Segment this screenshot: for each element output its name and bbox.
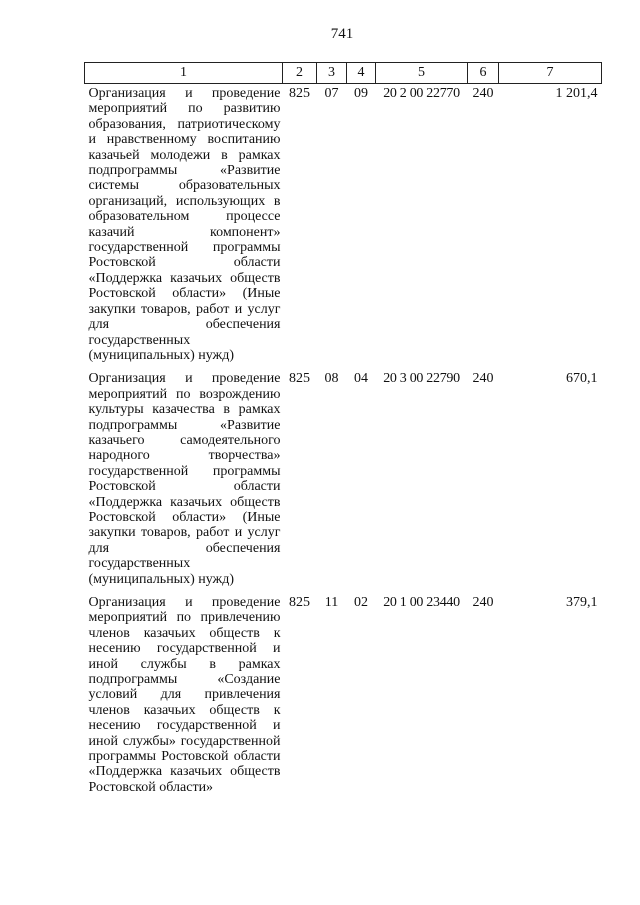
- table-row: [85, 369, 602, 593]
- section-code: 11: [324, 595, 339, 610]
- subsection-code: 04: [354, 371, 368, 387]
- header-cell-2: 2: [283, 63, 317, 84]
- row-description: Организация и проведение мероприятий по развитию образования, патриотическому и нравственному воспитанию казачьей молодежи в рамках подпрограммы «Развитие системы образовательных организаций, использующих в образовательном процессе казачий компонент» государственной программы Ростовской области «Поддержка казачьих обществ Ростовской области» (Иные закупки товаров, работ и услуг для обеспечения государственных (муниципальных) нужд): [88, 86, 281, 363]
- ministry-code: 825: [289, 595, 310, 610]
- target-article-code: 20 2 00 22770: [383, 86, 460, 101]
- header-cell-1: 1: [85, 63, 283, 84]
- target-article-code: 20 3 00 22790: [383, 371, 460, 387]
- header-cell-5: 5: [376, 63, 468, 84]
- ministry-code: 825: [289, 371, 310, 387]
- ministry-code: 825: [289, 86, 310, 101]
- expense-type-code: 240: [472, 86, 494, 101]
- table-row: [85, 593, 602, 801]
- subsection-code: 02: [354, 595, 368, 610]
- section-code: 08: [324, 371, 339, 387]
- header-cell-4: 4: [347, 63, 376, 84]
- table-header-row: [85, 63, 602, 84]
- table-row: [85, 84, 602, 370]
- amount-value: 1 201,4: [555, 86, 598, 101]
- header-cell-3: 3: [317, 63, 347, 84]
- expense-type-code: 240: [472, 371, 494, 387]
- section-code: 07: [324, 86, 339, 101]
- row-description: Организация и проведение мероприятий по возрождению культуры казачества в рамках подпрограммы «Развитие казачьего самодеятельного народного творчества» государственной программы Ростовской области «Поддержка казачьих обществ Ростовской области» (Иные закупки товаров, работ и услуг для обеспечения государственных (муниципальных) нужд): [88, 371, 281, 587]
- row-description: Организация и проведение мероприятий по привлечению членов казачьих обществ к несению государственной и иной службы в рамках подпрограммы «Создание условий для привлечения членов казачьих обществ к несению государственной и иной службы» государственной программы Ростовской области «Поддержка казачьих обществ Ростовской области»: [88, 595, 281, 795]
- amount-value: 379,1: [566, 595, 598, 610]
- header-cell-6: 6: [468, 63, 499, 84]
- budget-table: [84, 62, 602, 801]
- subsection-code: 09: [354, 86, 368, 101]
- page-number: 741: [330, 26, 354, 42]
- expense-type-code: 240: [472, 595, 494, 610]
- target-article-code: 20 1 00 23440: [383, 595, 460, 610]
- header-cell-7: 7: [499, 63, 602, 84]
- amount-value: 670,1: [566, 371, 598, 387]
